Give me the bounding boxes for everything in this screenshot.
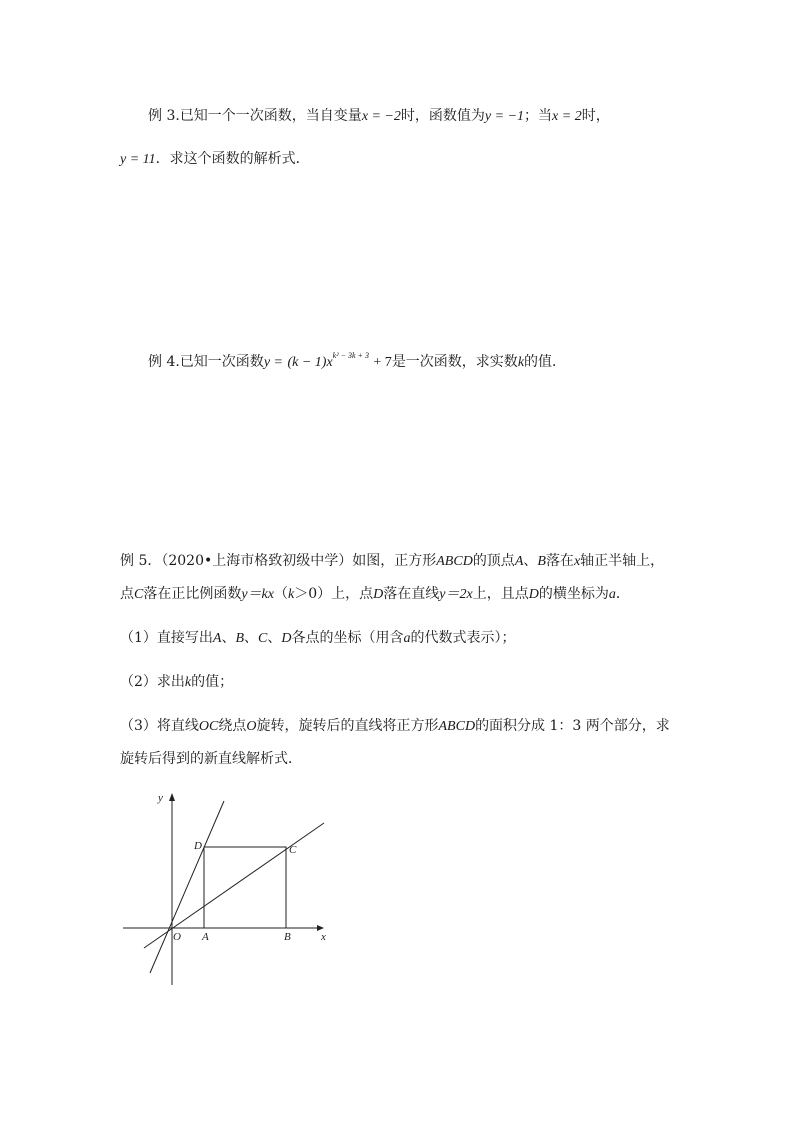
text: 、 bbox=[267, 630, 282, 646]
math: D bbox=[373, 587, 384, 602]
text: 已知一个一次函数，当自变量 bbox=[179, 108, 362, 124]
math: D bbox=[281, 631, 292, 646]
math-tail: + 7 bbox=[373, 355, 392, 370]
text: （2020•上海市格致初级中学）如图，正方形 bbox=[161, 553, 437, 569]
text: ；当 bbox=[524, 108, 553, 124]
example-5-question-2 bbox=[120, 672, 233, 693]
math: B bbox=[235, 631, 245, 646]
label-o: O bbox=[173, 931, 181, 943]
text: 、 bbox=[244, 630, 259, 646]
text: 落在 bbox=[545, 553, 574, 569]
text: 落在直线 bbox=[383, 586, 440, 602]
example-5-line-2 bbox=[120, 584, 630, 605]
text: 时， bbox=[581, 108, 610, 124]
math: A bbox=[212, 631, 222, 646]
text: 各点的坐标（用含 bbox=[291, 630, 404, 646]
math-k: k bbox=[517, 355, 525, 370]
text: 轴正半轴上， bbox=[580, 553, 665, 569]
y-axis-arrow bbox=[169, 793, 175, 801]
text: 的值； bbox=[191, 674, 234, 690]
math: y＝kx bbox=[241, 587, 274, 602]
math: O bbox=[246, 719, 257, 734]
label-d: D bbox=[194, 840, 202, 852]
math: x bbox=[573, 554, 581, 569]
example-3-line-2 bbox=[120, 149, 310, 170]
text: 旋转后得到的新直线解析式． bbox=[120, 751, 302, 767]
example-5-question-3-cont bbox=[120, 749, 302, 769]
text: 旋转，旋转后的直线将正方形 bbox=[256, 718, 439, 734]
line-y-2x bbox=[150, 801, 224, 973]
text: 上，且点 bbox=[472, 586, 529, 602]
text: （3）将直线 bbox=[120, 718, 199, 734]
text: ．求这个函数的解析式． bbox=[155, 151, 310, 167]
coordinate-figure bbox=[118, 785, 338, 990]
text: 的顶点 bbox=[472, 553, 515, 569]
example-5-line-1 bbox=[120, 551, 664, 572]
math-x-eq-2: x = 2 bbox=[552, 109, 582, 124]
line-y-kx bbox=[144, 823, 324, 948]
math: B bbox=[537, 554, 546, 569]
text: （ bbox=[274, 586, 288, 602]
text: 、 bbox=[221, 630, 236, 646]
math: OC bbox=[198, 719, 219, 734]
math: C bbox=[134, 587, 144, 602]
text: 的面积分成 1：3 两个部分，求 bbox=[475, 718, 670, 734]
math-y-eq: y = bbox=[263, 355, 283, 370]
square-abcd bbox=[204, 847, 286, 928]
text: 的值． bbox=[524, 354, 567, 370]
example-5-label: 例 5． bbox=[120, 553, 162, 569]
text: 点 bbox=[120, 586, 134, 602]
math: k bbox=[184, 675, 192, 690]
math-x: x bbox=[326, 355, 333, 370]
label-b: B bbox=[284, 931, 291, 943]
text: 的代数式表示）； bbox=[410, 630, 516, 646]
example-5-question-1 bbox=[120, 628, 516, 649]
label-a: A bbox=[202, 931, 209, 943]
text: 是一次函数，求实数 bbox=[391, 354, 518, 370]
math-y-eq-neg1: y = −1 bbox=[484, 109, 525, 124]
math: y＝2x bbox=[439, 587, 473, 602]
math: A bbox=[514, 554, 524, 569]
text: （1）直接写出 bbox=[120, 630, 213, 646]
example-4-line bbox=[148, 352, 566, 373]
label-x: x bbox=[321, 931, 326, 943]
math: a bbox=[403, 631, 411, 646]
text: 绕点 bbox=[218, 718, 247, 734]
math: a bbox=[608, 587, 616, 602]
math-exponent: k² − 3k + 3 bbox=[332, 351, 369, 360]
text: ． bbox=[615, 586, 630, 602]
example-5-question-3 bbox=[120, 716, 670, 737]
math: D bbox=[528, 587, 539, 602]
example-4-label: 例 4. bbox=[148, 354, 180, 370]
example-3-label: 例 3. bbox=[148, 108, 180, 124]
math-x-eq-neg2: x = −2 bbox=[361, 109, 401, 124]
math: ABCD bbox=[436, 554, 473, 569]
text: 落在正比例函数 bbox=[143, 586, 242, 602]
text: 的横坐标为 bbox=[538, 586, 609, 602]
text: 、 bbox=[523, 553, 538, 569]
text: ＞0）上，点 bbox=[294, 586, 374, 602]
math: C bbox=[258, 631, 268, 646]
math-coefficient: (k − 1) bbox=[287, 355, 327, 370]
label-c: C bbox=[289, 844, 297, 856]
text: （2）求出 bbox=[120, 674, 185, 690]
math: ABCD bbox=[438, 719, 476, 734]
math: k bbox=[288, 587, 295, 602]
text: 时，函数值为 bbox=[400, 108, 485, 124]
label-y: y bbox=[158, 792, 163, 804]
example-3-line-1 bbox=[148, 106, 610, 127]
text: 已知一次函数 bbox=[179, 354, 264, 370]
math-y-eq-11: y = 11 bbox=[120, 152, 156, 167]
